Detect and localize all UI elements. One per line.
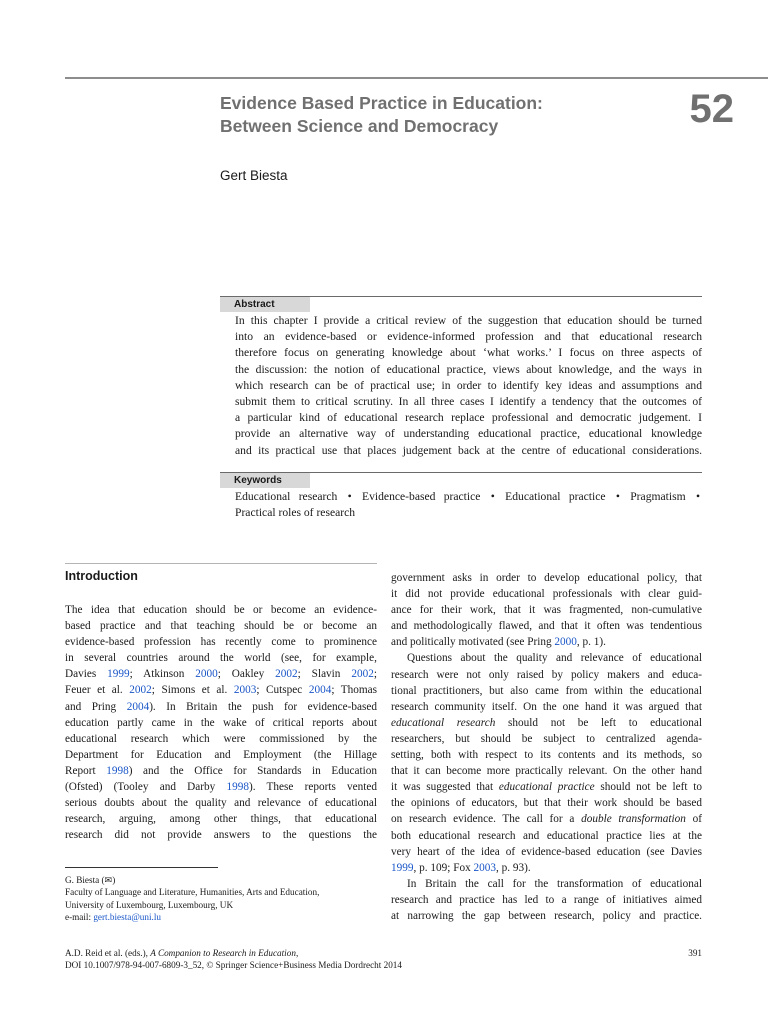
emphasis-text: double transformation — [581, 813, 686, 826]
text-run: Davies — [65, 668, 108, 681]
keyword-separator: • — [490, 490, 495, 503]
abstract-line: therefore focus on generating knowledge about ‘what works.’ I focus on three aspects of — [235, 346, 702, 360]
abstract-line: the discussion: the notion of educational practice, views about knowledge, and the ways in — [235, 362, 702, 376]
author-name: Gert Biesta — [220, 168, 288, 183]
text-run: of — [685, 813, 702, 826]
text-run: , p. 93). — [496, 861, 531, 874]
text-run: ). In Britain the push for evidence-based — [149, 700, 377, 713]
text-run: A.D. Reid et al. (eds.), — [65, 948, 151, 958]
text-line — [391, 860, 702, 876]
text-line: research and practice has led to a range of initiatives aimed — [391, 893, 702, 906]
email-link[interactable]: gert.biesta@uni.lu — [93, 912, 161, 923]
abstract-line: a particular kind of educational research replace professional and democratic judgement. I — [235, 411, 702, 425]
text-line: research did not provide answers to the questions the — [65, 829, 377, 842]
citation-link[interactable]: 1998 — [106, 764, 129, 777]
text-run: should not be left to educational — [495, 716, 702, 729]
introduction-right-column — [391, 570, 702, 924]
text-line: In Britain the call for the transformation of educational — [407, 877, 702, 890]
abstract-line: submit them to critical scrutiny. In all three cases I identify a tendency that the outcomes of — [235, 395, 702, 409]
text-run: should not be left to — [594, 781, 702, 794]
keyword-separator: • — [615, 490, 620, 503]
chapter-title — [220, 92, 670, 137]
introduction-heading: Introduction — [65, 569, 138, 583]
text-run: on research evidence. The call for a — [391, 813, 582, 826]
footnote-email-line — [65, 911, 385, 923]
citation-link[interactable]: 1998 — [226, 781, 249, 794]
keyword: Educational research — [235, 490, 338, 503]
emphasis-text: educational research — [391, 716, 496, 729]
text-line: it did not provide educational professionals with clear guid- — [391, 588, 702, 601]
text-line: in several countries around the world (see, for example, — [65, 652, 377, 665]
abstract-line: which research can be of practical use; in order to identify key ideas and assumptions and — [235, 378, 702, 392]
text-run: ). These reports vented — [248, 781, 378, 794]
text-line: government asks in order to develop educational policy, that — [391, 572, 702, 584]
chapter-title-line: Between Science and Democracy — [220, 115, 499, 136]
citation-link[interactable]: 2002 — [275, 668, 298, 681]
text-line: based practice and that teaching should be or become an — [65, 620, 377, 633]
keyword-separator: • — [347, 490, 352, 503]
text-line — [391, 715, 702, 731]
text-line: both educational research and educational practice lies at the — [391, 829, 702, 842]
abstract-text — [235, 313, 702, 459]
citation-link[interactable]: 2002 — [351, 668, 374, 681]
text-run: , — [295, 948, 299, 958]
book-title: A Companion to Research in Education — [150, 948, 296, 958]
text-line: Department for Education and Employment (the Hillage — [65, 748, 377, 761]
text-run: Report — [65, 764, 107, 777]
citation-link[interactable]: 2003 — [473, 861, 497, 874]
keyword: Pragmatism — [630, 490, 686, 503]
text-run: ; Slavin — [297, 668, 352, 681]
introduction-rule — [65, 563, 377, 564]
citation-link[interactable]: 2004 — [126, 700, 150, 713]
text-run: ; — [373, 668, 377, 681]
text-line: that it can become more practically relevant. On the other hand — [391, 765, 702, 778]
page-number: 391 — [688, 948, 702, 958]
citation-link[interactable]: 2002 — [129, 684, 152, 697]
chapter-number: 52 — [689, 87, 734, 131]
text-line — [391, 811, 702, 827]
email-label: e-mail: — [65, 912, 94, 923]
keywords-list — [235, 489, 702, 521]
text-line: The idea that education should be or become an evidence- — [65, 604, 377, 616]
text-line: the opinions of educators, but that their work should be based — [391, 797, 702, 810]
text-run: ; Cutspec — [256, 684, 309, 697]
publication-info — [65, 947, 465, 972]
text-line: tional practitioners, but also came from within the educational — [391, 684, 702, 697]
text-line: serious doubts about the quality and relevance of educational — [65, 797, 377, 810]
abstract-line: into an evidence-based or evidence-informed profession and that educational research — [235, 330, 702, 344]
citation-link[interactable]: 1999 — [391, 861, 414, 874]
text-run: and politically motivated (see Pring — [391, 636, 555, 649]
citation-link[interactable]: 2000 — [554, 636, 577, 649]
text-line — [65, 779, 377, 795]
keywords-line — [235, 505, 702, 521]
text-line — [391, 634, 702, 650]
text-run: ; Thomas — [331, 684, 378, 697]
text-line: and methodologically flawed, and that it often was tendentious — [391, 620, 702, 633]
text-run: Feuer et al. — [65, 684, 130, 697]
keyword-separator: • — [695, 490, 701, 503]
footnote-affiliation: University of Luxembourg, Luxembourg, UK — [65, 899, 234, 910]
author-footnote — [65, 874, 385, 924]
text-line: research community itself. On the one hand it was argued that — [391, 700, 702, 713]
text-line: researchers, but should be subject to centralized agenda- — [391, 732, 702, 745]
text-run: , p. 1). — [576, 636, 606, 649]
text-line: ance for their work, that it was fragmented, non-cumulative — [391, 604, 702, 617]
publication-line — [65, 947, 465, 959]
citation-link[interactable]: 2003 — [233, 684, 257, 697]
text-line — [391, 779, 702, 795]
keywords-line — [235, 489, 702, 505]
citation-link[interactable]: 2004 — [308, 684, 332, 697]
publication-doi: DOI 10.1007/978-94-007-6809-3_52, © Springer Science+Business Media Dordrecht 2014 — [65, 960, 402, 971]
keyword: Evidence-based practice — [362, 490, 481, 503]
text-run: ; Simons et al. — [151, 684, 234, 697]
text-line: setting, both with respect to its contents and its methods, so — [391, 749, 702, 762]
text-line — [65, 682, 377, 698]
keywords-heading: Keywords — [220, 473, 310, 488]
chapter-title-line: Evidence Based Practice in Education: — [220, 93, 543, 113]
abstract-line: In this chapter I provide a critical review of the suggestion that education should be turned — [235, 314, 702, 327]
text-line — [65, 666, 377, 682]
emphasis-text: educational practice — [498, 781, 595, 794]
text-line: very heart of the idea of evidence-based education (see Davies — [391, 845, 702, 858]
abstract-line: provide an alternative way of understanding educational practice, educational knowledge — [235, 427, 702, 441]
text-line: at narrowing the gap between research, policy and practice. — [391, 909, 702, 922]
text-run: and Pring — [65, 700, 127, 713]
keyword: Educational practice — [505, 490, 606, 503]
introduction-left-column — [65, 602, 377, 843]
text-line: research were not only raised by policy makers and educa- — [391, 668, 702, 681]
text-run: ) and the Office for Standards in Education — [128, 764, 377, 777]
text-run: , p. 109; Fox — [413, 861, 474, 874]
text-run: (Ofsted) (Tooley and Darby — [65, 781, 227, 794]
text-line: evidence-based profession has recently come to prominence — [65, 636, 377, 649]
keyword: Practical roles of research — [235, 506, 356, 520]
text-run: ; Atkinson — [129, 668, 196, 681]
citation-link[interactable]: 2000 — [195, 668, 218, 681]
citation-link[interactable]: 1999 — [107, 668, 130, 681]
text-line — [65, 763, 377, 779]
text-line — [65, 699, 377, 715]
text-run: it was suggested that — [391, 781, 499, 794]
text-line: research, arguing, among other things, that educational — [65, 813, 377, 826]
abstract-line: and its practical use that places judgement back at the centre of educational considerations. — [235, 443, 702, 457]
footnote-affiliation: Faculty of Language and Literature, Humanities, Arts and Education, — [65, 887, 320, 898]
text-line: educational research which were commissioned by the — [65, 732, 377, 745]
footnote-rule — [65, 867, 218, 868]
text-run: ; Oakley — [217, 668, 276, 681]
abstract-heading: Abstract — [220, 297, 310, 312]
text-line: Questions about the quality and relevance of educational — [407, 652, 702, 665]
footnote-author: G. Biesta (✉) — [65, 875, 116, 885]
header-rule — [65, 77, 768, 79]
text-line: education partly came in the wake of critical reports about — [65, 716, 377, 729]
